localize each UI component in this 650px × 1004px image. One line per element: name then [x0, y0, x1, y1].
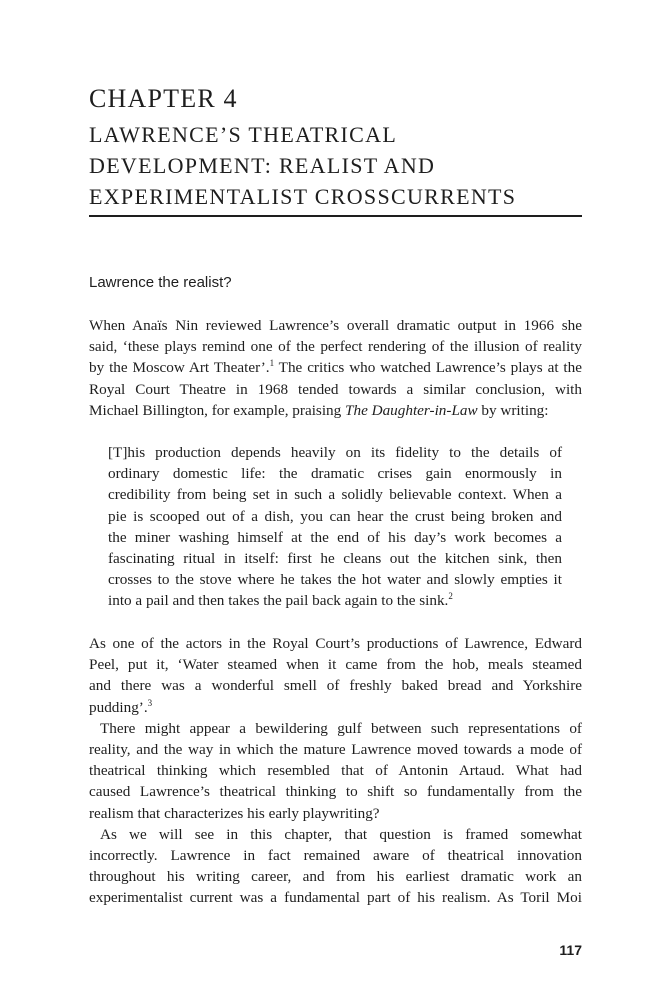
chapter-divider	[89, 215, 582, 217]
chapter-title-line: EXPERIMENTALIST CROSSCURRENTS	[89, 184, 517, 209]
text-line: pudding’.$^3$	[89, 697, 153, 716]
quote-line: credibility from being set in such a solidly believable context. When a	[108, 486, 562, 504]
quote-line: pie is scooped out of a dish, you can hear the crust being broken and	[108, 507, 562, 525]
text-line: Michael Billington, for example, praising The Daughter-in-Law by writing:	[89, 401, 549, 419]
chapter-title-line: LAWRENCE’S THEATRICAL	[89, 122, 398, 147]
text-line: said, ‘these plays remind one of the perfect rendering of the illusion of reality	[89, 338, 582, 356]
text-line: and there was a wonderful smell of freshly baked bread and Yorkshire	[89, 677, 582, 695]
text-line: incorrectly. Lawrence in fact remained aware of theatrical innovation	[89, 846, 582, 864]
chapter-number: CHAPTER 4	[89, 84, 238, 113]
text-line: When Anaïs Nin reviewed Lawrence’s overall dramatic output in 1966 she	[89, 317, 582, 334]
text-line: realism that characterizes his early playwriting?	[89, 804, 380, 822]
quote-line: [T]his production depends heavily on its fidelity to the details of	[108, 444, 562, 461]
quote-line: fascinating ritual in itself: first he cleans out the kitchen sink, then	[108, 549, 562, 567]
text-line: As one of the actors in the Royal Court’s productions of Lawrence, Edward	[89, 635, 582, 652]
text-line: As we will see in this chapter, that question is framed somewhat	[100, 825, 582, 843]
text-line: by the Moscow Art Theater’.$^1$ The critics who watched Lawrence’s plays at the	[89, 358, 582, 377]
quote-line: the miner washing himself at the end of his day’s work becomes a	[108, 528, 562, 546]
body-paragraph-2	[89, 633, 582, 908]
quote-line: ordinary domestic life: the dramatic crises gain enormously in	[108, 465, 562, 483]
text-line: reality, and the way in which the mature Lawrence moved towards a mode of	[89, 740, 582, 758]
section-heading: Lawrence the realist?	[89, 274, 232, 291]
chapter-heading	[89, 84, 582, 212]
text-line: Royal Court Theatre in 1968 tended towards a similar conclusion, with	[89, 380, 582, 398]
text-line: Peel, put it, ‘Water steamed when it came from the hob, meals steamed	[89, 656, 582, 674]
block-quote	[108, 442, 562, 612]
text-line: throughout his writing career, and from his earliest dramatic work an	[89, 868, 582, 886]
chapter-title	[89, 119, 582, 212]
quote-line: into a pail and then takes the pail back again to the sink.$^2$	[108, 591, 453, 610]
text-line: There might appear a bewildering gulf between such representations of	[100, 719, 582, 737]
quote-line: crosses to the stove where he takes the hot water and slowly empties it	[108, 571, 562, 589]
text-line: caused Lawrence’s theatrical thinking to shift so fundamentally from the	[89, 783, 582, 801]
body-paragraph-1	[89, 315, 582, 421]
text-line: experimentalist current was a fundamental part of his realism. As Toril Moi	[89, 889, 582, 907]
chapter-title-line: DEVELOPMENT: REALIST AND	[89, 153, 436, 178]
page-number: 117	[559, 942, 582, 958]
text-line: theatrical thinking which resembled that of Antonin Artaud. What had	[89, 762, 582, 780]
